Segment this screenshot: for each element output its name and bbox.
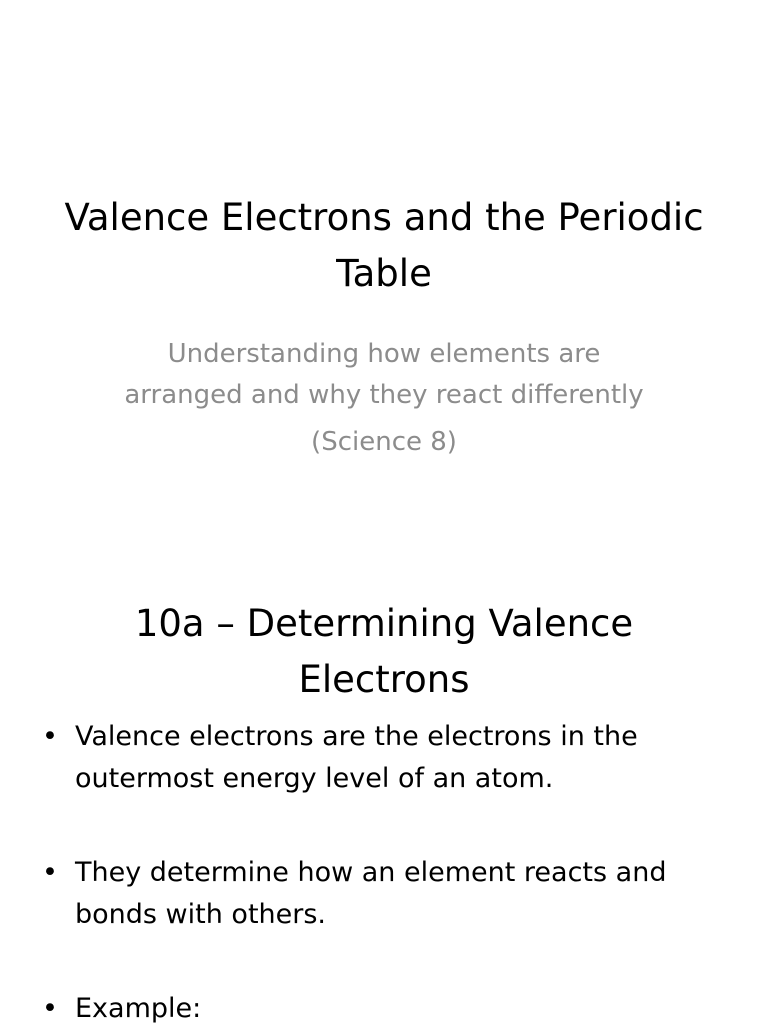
slide-content: [0, 576, 768, 1024]
content-slide-heading: 10a – Determining Valence Electrons: [134, 602, 634, 701]
bullet-icon: •: [42, 857, 58, 888]
bullet-icon: •: [42, 721, 58, 752]
slide-title-heading: Valence Electrons and the Periodic Table: [64, 196, 704, 295]
bullet-item: [40, 988, 720, 1024]
slide-subtitle: [110, 334, 658, 463]
bullet-text: Example:: [75, 993, 202, 1024]
bullet-text: They determine how an element reacts and bonds with others.: [75, 857, 667, 930]
bullet-text: Valence electrons are the electrons in the outermost energy level of an atom.: [75, 721, 638, 794]
bullet-icon: •: [42, 993, 58, 1024]
bullet-list: [40, 716, 720, 1024]
subtitle-note: (Science 8): [311, 427, 457, 457]
subtitle-text: Understanding how elements are arranged and why they react differently: [124, 339, 644, 410]
bullet-item: [40, 852, 720, 936]
bullet-item: [40, 716, 720, 800]
